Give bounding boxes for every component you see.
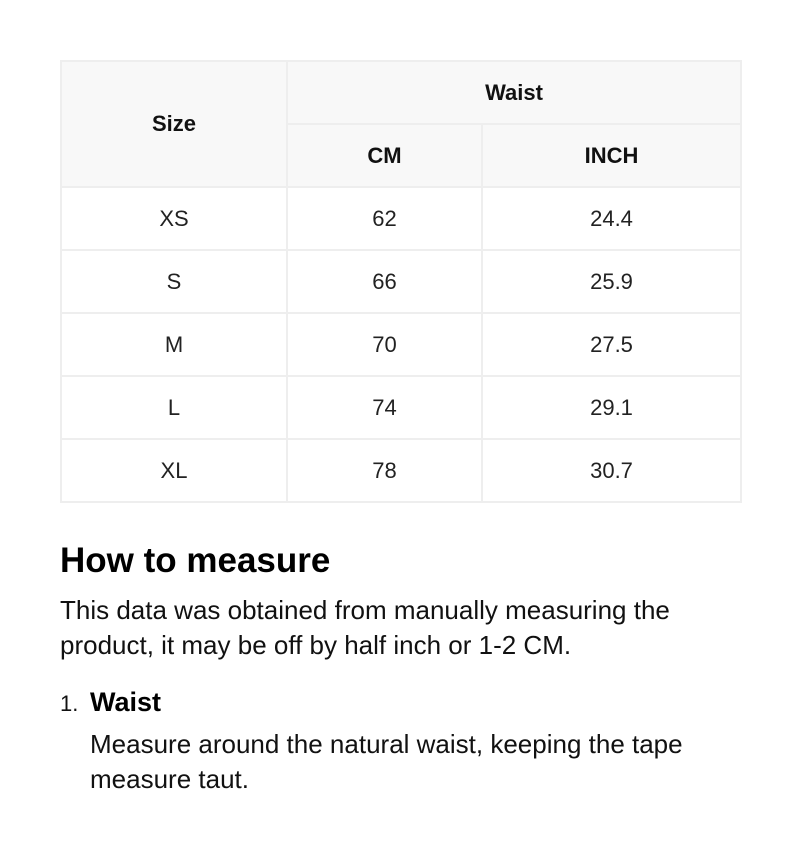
- list-item-number: 1.: [60, 691, 79, 716]
- table-row: [61, 313, 741, 376]
- table-row: [61, 187, 741, 250]
- list-item: [60, 685, 740, 797]
- cm-cell: 62: [287, 187, 482, 250]
- table-row: [61, 439, 741, 502]
- cm-column-header: CM: [287, 124, 482, 187]
- waist-group-header: Waist: [287, 61, 741, 124]
- cm-cell: 74: [287, 376, 482, 439]
- inch-cell: 30.7: [482, 439, 741, 502]
- measure-instructions-list: [60, 685, 740, 797]
- size-column-header: Size: [61, 61, 287, 187]
- cm-cell: 78: [287, 439, 482, 502]
- inch-cell: 24.4: [482, 187, 741, 250]
- inch-cell: 27.5: [482, 313, 741, 376]
- cm-cell: 70: [287, 313, 482, 376]
- size-table: [60, 60, 742, 503]
- inch-cell: 25.9: [482, 250, 741, 313]
- inch-cell: 29.1: [482, 376, 741, 439]
- size-chart-container: [60, 60, 740, 797]
- size-cell: XL: [61, 439, 287, 502]
- inch-column-header: INCH: [482, 124, 741, 187]
- table-row: [61, 250, 741, 313]
- how-to-measure-heading: How to measure: [60, 541, 331, 580]
- size-cell: XS: [61, 187, 287, 250]
- size-cell: L: [61, 376, 287, 439]
- table-row: [61, 376, 741, 439]
- list-item-description: Measure around the natural waist, keeping the tape measure taut.: [90, 729, 683, 794]
- measure-description: This data was obtained from manually measuring the product, it may be off by half inch or 1-2 CM.: [60, 595, 670, 660]
- size-cell: S: [61, 250, 287, 313]
- size-cell: M: [61, 313, 287, 376]
- table-header-row: [61, 61, 741, 124]
- cm-cell: 66: [287, 250, 482, 313]
- list-item-title: Waist: [90, 687, 162, 717]
